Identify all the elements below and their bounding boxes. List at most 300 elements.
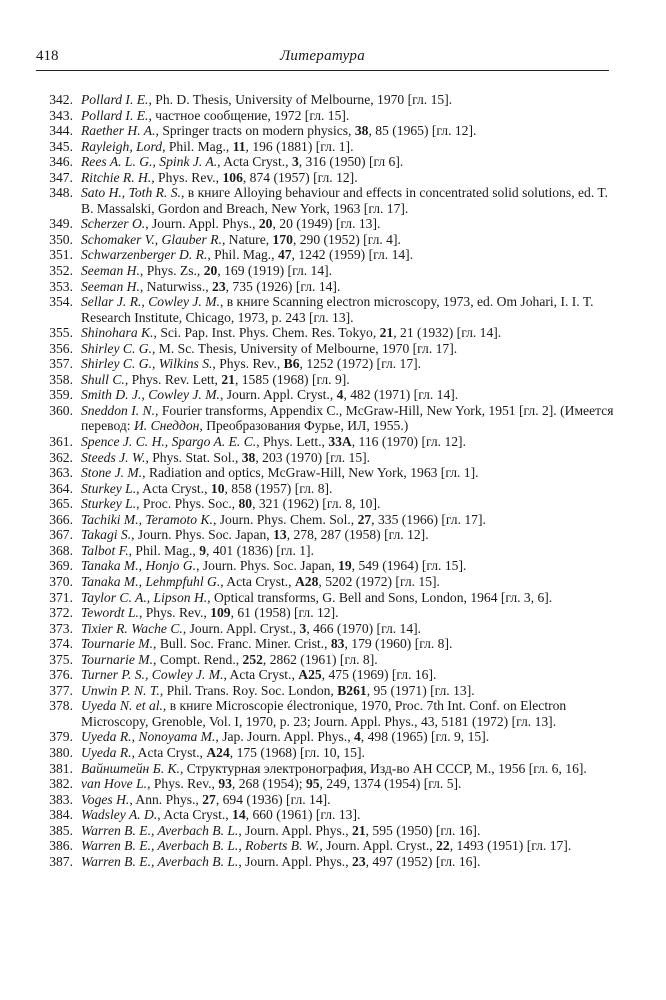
reference-entry bbox=[36, 776, 616, 792]
reference-text bbox=[81, 216, 380, 231]
reference-entry bbox=[36, 698, 616, 729]
reference-volume: 170 bbox=[272, 231, 293, 247]
reference-details: , 85 (1965) [гл. 12]. bbox=[368, 123, 477, 139]
reference-details: , 278, 287 (1958) [гл. 12]. bbox=[286, 527, 429, 543]
reference-volume: 106 bbox=[222, 169, 243, 185]
reference-entry bbox=[36, 729, 616, 745]
reference-volume: 11 bbox=[232, 138, 246, 154]
reference-text bbox=[81, 341, 457, 356]
reference-authors: Tachiki M., Teramoto K. bbox=[81, 511, 213, 527]
reference-authors: Tanaka M., Lehmpfuhl G. bbox=[81, 573, 221, 589]
reference-entry bbox=[36, 792, 616, 808]
reference-text bbox=[81, 543, 314, 558]
reference-text bbox=[81, 403, 614, 434]
reference-authors: Shirley C. G., Wilkins S. bbox=[81, 356, 213, 372]
reference-details: , Compt. Rend., bbox=[153, 651, 243, 667]
reference-entry bbox=[36, 512, 616, 528]
reference-text bbox=[81, 590, 552, 605]
reference-volume: 13 bbox=[273, 527, 287, 543]
reference-entry bbox=[36, 139, 616, 155]
reference-authors: Sneddon I. N. bbox=[81, 402, 156, 418]
reference-number: 373. bbox=[49, 620, 73, 636]
reference-number: 376. bbox=[49, 667, 73, 683]
reference-text bbox=[81, 139, 353, 154]
reference-entry bbox=[36, 247, 616, 263]
reference-volume: 109 bbox=[210, 605, 231, 621]
reference-volume: 3 bbox=[299, 620, 307, 636]
reference-details: , 335 (1966) [гл. 17]. bbox=[371, 511, 486, 527]
reference-text bbox=[81, 558, 466, 573]
reference-entry bbox=[36, 216, 616, 232]
reference-volume: 9 bbox=[199, 542, 207, 558]
reference-details: , 482 (1971) [гл. 14]. bbox=[343, 387, 459, 403]
reference-number: 368. bbox=[49, 542, 73, 558]
reference-details: , 5202 (1972) [гл. 15]. bbox=[318, 573, 440, 589]
reference-text bbox=[81, 527, 429, 542]
reference-volume: 83 bbox=[330, 636, 345, 652]
reference-entry bbox=[36, 636, 616, 652]
reference-entry bbox=[36, 838, 616, 854]
reference-details: , Journ. Appl. Phys., bbox=[238, 822, 353, 838]
running-title: Литература bbox=[279, 48, 366, 64]
reference-volume: 20 bbox=[258, 216, 273, 232]
reference-text bbox=[81, 372, 350, 387]
reference-number: 374. bbox=[49, 636, 73, 652]
reference-number: 378. bbox=[49, 698, 73, 714]
reference-number: 366. bbox=[49, 511, 73, 527]
reference-details: , частное сообщение, 1972 [гл. 15]. bbox=[148, 107, 350, 123]
reference-details: , 175 (1968) [гл. 10, 15]. bbox=[229, 744, 365, 760]
reference-details: , Acta Cryst., bbox=[217, 154, 292, 170]
reference-authors: Sellar J. R., Cowley J. M. bbox=[81, 294, 220, 310]
reference-number: 345. bbox=[49, 138, 73, 154]
reference-entry bbox=[36, 481, 616, 497]
reference-volume: 80 bbox=[238, 496, 253, 512]
reference-number: 367. bbox=[49, 527, 73, 543]
reference-text bbox=[81, 123, 476, 138]
reference-details: , 20 (1949) [гл. 13]. bbox=[272, 216, 381, 232]
reference-authors: Tournarie M. bbox=[81, 636, 154, 652]
reference-details: , 61 (1958) [гл. 12]. bbox=[230, 605, 339, 621]
reference-volume: B6 bbox=[283, 356, 300, 372]
reference-details: , 595 (1950) [гл. 16]. bbox=[365, 822, 481, 838]
reference-details: , 874 (1957) [гл. 12]. bbox=[242, 169, 358, 185]
reference-number: 380. bbox=[49, 744, 73, 760]
reference-entry bbox=[36, 123, 616, 139]
reference-volume: B261 bbox=[337, 682, 367, 698]
reference-number: 349. bbox=[49, 216, 73, 232]
reference-details: , 196 (1881) [гл. 1]. bbox=[245, 138, 354, 154]
reference-details: , Acta Cryst., bbox=[157, 807, 233, 823]
reference-volume: 21 bbox=[221, 371, 235, 387]
reference-details: , Journ. Appl. Phys., bbox=[238, 853, 353, 869]
reference-details: , Phil. Trans. Roy. Soc. London, bbox=[159, 682, 338, 698]
reference-entry bbox=[36, 605, 616, 621]
reference-text bbox=[81, 387, 458, 402]
reference-number: 353. bbox=[49, 278, 73, 294]
reference-number: 343. bbox=[49, 107, 73, 123]
reference-entry bbox=[36, 761, 616, 777]
reference-entry bbox=[36, 170, 616, 186]
reference-details: , Journ. Appl. Cryst., bbox=[182, 620, 300, 636]
page-number: 418 bbox=[36, 48, 59, 64]
reference-details: , 498 (1965) [гл. 9, 15]. bbox=[360, 729, 490, 745]
reference-text bbox=[81, 667, 436, 682]
reference-text bbox=[81, 683, 475, 698]
reference-text bbox=[81, 465, 479, 480]
reference-details: , 290 (1952) [гл. 4]. bbox=[292, 231, 401, 247]
reference-authors: Uyeda R. bbox=[81, 744, 132, 760]
reference-entry bbox=[36, 683, 616, 699]
reference-authors: Rees A. L. G., Spink J. A. bbox=[81, 154, 218, 170]
reference-number: 365. bbox=[49, 496, 73, 512]
reference-authors: Taylor C. A., Lipson H. bbox=[81, 589, 208, 605]
reference-details: , 21 (1932) [гл. 14]. bbox=[393, 325, 502, 341]
reference-volume: 23 bbox=[352, 853, 366, 869]
reference-details: , Acta Cryst., bbox=[131, 744, 207, 760]
reference-details: , 549 (1964) [гл. 15]. bbox=[351, 558, 467, 574]
reference-details: , Phys. Zs., bbox=[139, 263, 204, 279]
reference-text bbox=[81, 636, 452, 651]
reference-text bbox=[81, 838, 571, 853]
reference-authors: Schomaker V., Glauber R. bbox=[81, 231, 222, 247]
reference-authors: van Hove L. bbox=[81, 776, 148, 792]
reference-volume: 38 bbox=[241, 449, 256, 465]
reference-authors: Uyeda N. et al. bbox=[81, 698, 163, 714]
reference-volume: 3 bbox=[291, 154, 299, 170]
reference-number: 369. bbox=[49, 558, 73, 574]
reference-number: 344. bbox=[49, 123, 73, 139]
reference-text bbox=[81, 279, 340, 294]
reference-details: , Phil. Mag., bbox=[162, 138, 233, 154]
reference-details: , M. Sc. Thesis, University of Melbourne, 1970 [гл. 17]. bbox=[151, 340, 458, 356]
reference-number: 352. bbox=[49, 263, 73, 279]
reference-entry bbox=[36, 185, 616, 216]
reference-details: , 475 (1969) [гл. 16]. bbox=[321, 667, 437, 683]
reference-entry bbox=[36, 263, 616, 279]
reference-number: 342. bbox=[49, 92, 73, 107]
reference-authors: Smith D. J., Cowley J. M. bbox=[81, 387, 220, 403]
reference-authors: Ritchie R. H. bbox=[81, 169, 152, 185]
reference-details: , Journ. Phys. Soc. Japan, bbox=[131, 527, 274, 543]
reference-text bbox=[81, 776, 461, 791]
reference-authors: И. Снеддон bbox=[133, 418, 200, 434]
reference-number: 370. bbox=[49, 573, 73, 589]
reference-details: , в книге Microscopie électronique, 1970, Proc. 7th Int. Conf. on Electron Microscopy, Grenoble, Vol. I, 1970, p. 23; Journ. Appl. Phys., 43, 5181 (1972) [гл. 13]. bbox=[81, 698, 567, 729]
reference-details: , Phys. Rev., bbox=[212, 356, 284, 372]
reference-authors: Tournarie M. bbox=[81, 651, 154, 667]
reference-details: , Acta Cryst., bbox=[223, 667, 299, 683]
reference-text bbox=[81, 792, 331, 807]
reference-details: , 1242 (1959) [гл. 14]. bbox=[291, 247, 414, 263]
reference-text bbox=[81, 185, 608, 216]
reference-authors: Raether H. A. bbox=[81, 123, 156, 139]
reference-volume: 21 bbox=[352, 822, 366, 838]
reference-text bbox=[81, 294, 594, 325]
reference-text bbox=[81, 574, 440, 589]
reference-authors: Sturkey L. bbox=[81, 496, 137, 512]
reference-details: , 2862 (1961) [гл. 8]. bbox=[262, 651, 378, 667]
reference-details: , 268 (1954); bbox=[231, 776, 306, 792]
reference-details: , Acta Cryst., bbox=[136, 480, 211, 496]
reference-entry bbox=[36, 108, 616, 124]
reference-details: , Phys. Stat. Sol., bbox=[145, 449, 242, 465]
reference-entry bbox=[36, 807, 616, 823]
reference-details: , Sci. Pap. Inst. Phys. Chem. Res. Tokyo, bbox=[153, 325, 380, 341]
reference-number: 385. bbox=[49, 822, 73, 838]
reference-entry bbox=[36, 232, 616, 248]
reference-list bbox=[36, 92, 616, 869]
reference-text bbox=[81, 356, 421, 371]
reference-entry bbox=[36, 590, 616, 606]
reference-number: 361. bbox=[49, 434, 73, 450]
reference-entry bbox=[36, 543, 616, 559]
reference-details: , 203 (1970) [гл. 15]. bbox=[255, 449, 371, 465]
reference-number: 386. bbox=[49, 838, 73, 854]
reference-text bbox=[81, 170, 358, 185]
reference-text bbox=[81, 434, 466, 449]
reference-details: , Nature, bbox=[221, 231, 273, 247]
reference-details: , 116 (1970) [гл. 12]. bbox=[351, 434, 466, 450]
reference-details: , Phys. Rev., bbox=[151, 169, 223, 185]
reference-volume: A25 bbox=[298, 667, 322, 683]
reference-entry bbox=[36, 294, 616, 325]
reference-details: , Journ. Appl. Phys., bbox=[145, 216, 259, 232]
reference-authors: Tewordt L. bbox=[81, 605, 139, 621]
reference-entry bbox=[36, 434, 616, 450]
reference-details: , Ph. D. Thesis, University of Melbourne, 1970 [гл. 15]. bbox=[148, 92, 453, 107]
reference-authors: Uyeda R., Nonoyama M. bbox=[81, 729, 216, 745]
reference-details: , 1493 (1951) [гл. 17]. bbox=[449, 838, 572, 854]
reference-text bbox=[81, 652, 378, 667]
reference-volume: 22 bbox=[436, 838, 450, 854]
reference-details: , 95 (1971) [гл. 13]. bbox=[366, 682, 475, 698]
reference-authors: Sato H., Toth R. S. bbox=[81, 185, 181, 201]
reference-details: , Jap. Journ. Appl. Phys., bbox=[215, 729, 354, 745]
reference-details: , Journ. Appl. Cryst., bbox=[219, 387, 337, 403]
reference-entry bbox=[36, 387, 616, 403]
reference-entry bbox=[36, 341, 616, 357]
reference-entry bbox=[36, 667, 616, 683]
reference-text bbox=[81, 496, 380, 511]
reference-text bbox=[81, 512, 486, 527]
reference-text bbox=[81, 823, 480, 838]
reference-details: , 169 (1919) [гл. 14]. bbox=[217, 263, 333, 279]
reference-entry bbox=[36, 558, 616, 574]
reference-authors: Warren B. E., Averbach B. L., Roberts B. W. bbox=[81, 838, 320, 854]
reference-number: 355. bbox=[49, 325, 73, 341]
reference-volume: 14 bbox=[232, 807, 246, 823]
reference-volume: 27 bbox=[202, 791, 216, 807]
reference-number: 357. bbox=[49, 356, 73, 372]
reference-details: , Radiation and optics, McGraw-Hill, New York, 1963 [гл. 1]. bbox=[142, 465, 479, 481]
reference-volume: 252 bbox=[242, 651, 263, 667]
reference-number: 384. bbox=[49, 807, 73, 823]
reference-text bbox=[81, 92, 452, 107]
reference-details: , Springer tracts on modern physics, bbox=[155, 123, 355, 139]
reference-number: 348. bbox=[49, 185, 73, 201]
reference-details: , Fourier transforms, Appendix C., McGraw-Hill, New York, 1951 [гл. 2]. (Имеется перевод: bbox=[81, 402, 614, 434]
reference-details: , Структурная электронография, Изд-во АН СССР, М., 1956 [гл. 6, 16]. bbox=[179, 760, 587, 776]
reference-number: 372. bbox=[49, 605, 73, 621]
reference-authors: Spence J. C. H., Spargo A. E. C. bbox=[81, 434, 257, 450]
reference-details: , 401 (1836) [гл. 1]. bbox=[206, 542, 314, 558]
reference-number: 356. bbox=[49, 340, 73, 356]
reference-number: 381. bbox=[49, 760, 73, 776]
reference-number: 382. bbox=[49, 776, 73, 792]
reference-text bbox=[81, 263, 332, 278]
reference-entry bbox=[36, 403, 616, 434]
reference-authors: Tixier R. Wache C. bbox=[81, 620, 183, 636]
reference-volume: 4 bbox=[336, 387, 344, 403]
reference-text bbox=[81, 247, 413, 262]
reference-entry bbox=[36, 621, 616, 637]
reference-text bbox=[81, 325, 501, 340]
reference-authors: Sturkey L. bbox=[81, 480, 137, 496]
reference-text bbox=[81, 605, 339, 620]
reference-volume: 10 bbox=[210, 480, 225, 496]
reference-volume: 33A bbox=[328, 434, 352, 450]
reference-authors: Shull C. bbox=[81, 371, 125, 387]
reference-details: , Journ. Phys. Chem. Sol., bbox=[212, 511, 358, 527]
reference-number: 363. bbox=[49, 465, 73, 481]
reference-authors: Tanaka M., Honjo G. bbox=[81, 558, 197, 574]
reference-details: , 321 (1962) [гл. 8, 10]. bbox=[252, 496, 381, 512]
reference-details: , 694 (1936) [гл. 14]. bbox=[215, 791, 331, 807]
reference-volume: A28 bbox=[294, 573, 319, 589]
reference-text bbox=[81, 729, 489, 744]
reference-authors: Warren B. E., Averbach B. L. bbox=[81, 822, 239, 838]
reference-authors: Seeman H. bbox=[81, 263, 140, 279]
reference-entry bbox=[36, 92, 616, 108]
reference-details: , Phys. Rev., bbox=[147, 776, 219, 792]
reference-text bbox=[81, 154, 403, 169]
reference-number: 387. bbox=[49, 853, 73, 869]
reference-details: , Optical transforms, G. Bell and Sons, London, 1964 [гл. 3, 6]. bbox=[207, 589, 553, 605]
reference-details: , Ann. Phys., bbox=[129, 791, 203, 807]
reference-number: 360. bbox=[49, 402, 73, 418]
reference-details: , 735 (1926) [гл. 14]. bbox=[225, 278, 341, 294]
reference-details: , 858 (1957) [гл. 8]. bbox=[224, 480, 333, 496]
reference-text bbox=[81, 761, 587, 776]
reference-entry bbox=[36, 745, 616, 761]
reference-entry bbox=[36, 279, 616, 295]
reference-details: , Acta Cryst., bbox=[220, 573, 295, 589]
reference-entry bbox=[36, 854, 616, 870]
reference-volume: 4 bbox=[354, 729, 361, 745]
reference-number: 377. bbox=[49, 682, 73, 698]
reference-text bbox=[81, 807, 360, 822]
reference-volume: A24 bbox=[206, 744, 230, 760]
reference-authors: Вайнштейн Б. К. bbox=[81, 760, 180, 776]
reference-volume: 27 bbox=[357, 511, 372, 527]
reference-entry bbox=[36, 496, 616, 512]
reference-text bbox=[81, 621, 421, 636]
reference-details: , 497 (1952) [гл. 16]. bbox=[365, 853, 481, 869]
reference-details: , в книге Scanning electron microscopy, 1973, ed. Om Johari, I. I. T. Research Institute, Chicago, 1973, p. 243 [гл. 13]. bbox=[81, 294, 594, 325]
reference-authors: Shirley C. G. bbox=[81, 340, 152, 356]
reference-number: 383. bbox=[49, 791, 73, 807]
reference-authors: Steeds J. W. bbox=[81, 449, 146, 465]
reference-details: , Journ. Appl. Cryst., bbox=[319, 838, 437, 854]
reference-volume: 93 bbox=[218, 776, 232, 792]
reference-entry bbox=[36, 574, 616, 590]
reference-number: 362. bbox=[49, 449, 73, 465]
page-header bbox=[36, 46, 609, 71]
reference-number: 364. bbox=[49, 480, 73, 496]
reference-volume: 19 bbox=[338, 558, 352, 574]
reference-details: , 179 (1960) [гл. 8]. bbox=[344, 636, 453, 652]
reference-details: , Naturwiss., bbox=[139, 278, 213, 294]
reference-entry bbox=[36, 652, 616, 668]
reference-authors: Stone J. M. bbox=[81, 465, 143, 481]
reference-entry bbox=[36, 823, 616, 839]
reference-number: 351. bbox=[49, 247, 73, 263]
reference-authors: Pollard I. E. bbox=[81, 92, 149, 107]
reference-details: , Journ. Phys. Soc. Japan, bbox=[196, 558, 339, 574]
reference-volume: 21 bbox=[379, 325, 394, 341]
reference-volume: 20 bbox=[203, 263, 218, 279]
reference-details: , Proc. Phys. Soc., bbox=[136, 496, 239, 512]
reference-entry bbox=[36, 527, 616, 543]
reference-authors: Seeman H. bbox=[81, 278, 140, 294]
reference-text bbox=[81, 108, 349, 123]
reference-text bbox=[81, 232, 401, 247]
reference-number: 346. bbox=[49, 154, 73, 170]
reference-number: 379. bbox=[49, 729, 73, 745]
reference-text bbox=[81, 450, 370, 465]
reference-authors: Talbot F. bbox=[81, 542, 129, 558]
reference-authors: Schwarzenberger D. R. bbox=[81, 247, 208, 263]
reference-number: 347. bbox=[49, 169, 73, 185]
reference-details: , 249, 1374 (1954) [гл. 5]. bbox=[319, 776, 462, 792]
reference-number: 350. bbox=[49, 231, 73, 247]
reference-text bbox=[81, 745, 365, 760]
reference-authors: Takagi S. bbox=[81, 527, 132, 543]
reference-text bbox=[81, 698, 566, 729]
reference-authors: Shinohara K. bbox=[81, 325, 154, 341]
reference-authors: Unwin P. N. T. bbox=[81, 682, 160, 698]
reference-details: , 316 (1950) [гл 6]. bbox=[298, 154, 404, 170]
reference-authors: Pollard I. E. bbox=[81, 107, 149, 123]
reference-number: 354. bbox=[49, 294, 73, 310]
reference-entry bbox=[36, 325, 616, 341]
reference-text bbox=[81, 854, 480, 869]
reference-details: , 1585 (1968) [гл. 9]. bbox=[234, 371, 350, 387]
reference-details: , 660 (1961) [гл. 13]. bbox=[245, 807, 361, 823]
reference-entry bbox=[36, 356, 616, 372]
reference-number: 375. bbox=[49, 651, 73, 667]
reference-volume: 38 bbox=[354, 123, 369, 139]
reference-details: , Phil. Mag., bbox=[128, 542, 200, 558]
reference-authors: Turner P. S., Cowley J. M. bbox=[81, 667, 224, 683]
reference-volume: 95 bbox=[305, 776, 320, 792]
reference-entry bbox=[36, 154, 616, 170]
reference-details: , Phys. Rev. Lett, bbox=[124, 371, 222, 387]
reference-text bbox=[81, 481, 332, 496]
reference-authors: Wadsley A. D. bbox=[81, 807, 158, 823]
reference-entry bbox=[36, 372, 616, 388]
reference-number: 371. bbox=[49, 589, 73, 605]
reference-number: 359. bbox=[49, 387, 73, 403]
reference-authors: Scherzer O. bbox=[81, 216, 146, 232]
reference-number: 358. bbox=[49, 371, 73, 387]
reference-authors: Warren B. E., Averbach B. L. bbox=[81, 853, 239, 869]
reference-authors: Rayleigh, Lord bbox=[81, 138, 163, 154]
reference-details: , Bull. Soc. Franc. Miner. Crist., bbox=[153, 636, 331, 652]
reference-volume: 47 bbox=[277, 247, 292, 263]
reference-details: , 466 (1970) [гл. 14]. bbox=[306, 620, 422, 636]
